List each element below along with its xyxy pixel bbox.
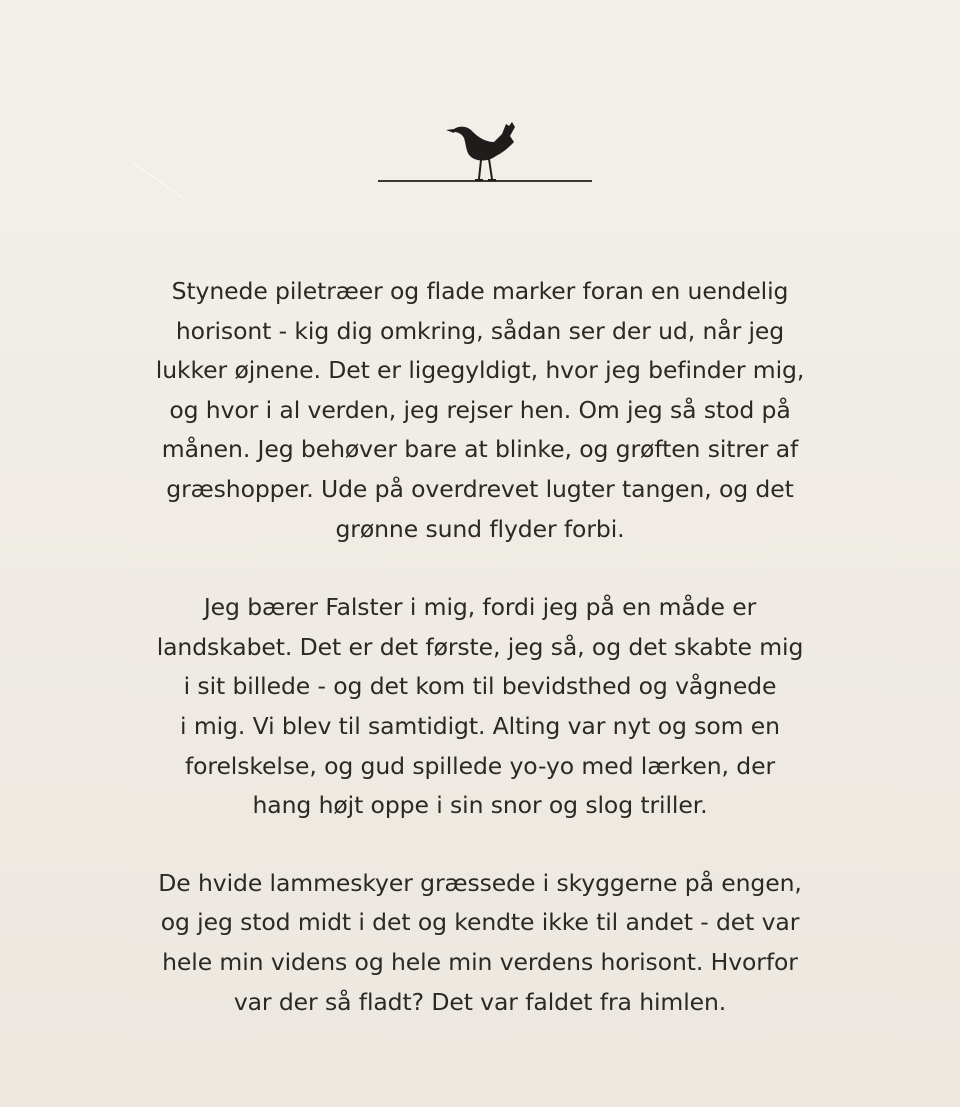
text-line: i sit billede - og det kom til bevidsthed og vågnede bbox=[183, 672, 777, 701]
text-line: i mig. Vi blev til samtidigt. Alting var nyt og som en bbox=[180, 711, 780, 740]
paragraph bbox=[110, 864, 850, 1022]
text-line: landskabet. Det er det første, jeg så, og det skabte mig bbox=[156, 632, 804, 661]
text-line: månen. Jeg behøver bare at blinke, og grøften sitrer af bbox=[161, 435, 799, 464]
text-line: græshopper. Ude på overdrevet lugter tangen, og det bbox=[166, 474, 794, 503]
body-text bbox=[110, 272, 850, 1022]
text-line: Jeg bærer Falster i mig, fordi jeg på en måde er bbox=[203, 593, 757, 622]
text-line: var der så fladt? Det var faldet fra himlen. bbox=[233, 987, 727, 1016]
text-line: og jeg stod midt i det og kendte ikke til andet - det var bbox=[160, 908, 800, 937]
text-line: horisont - kig dig omkring, sådan ser der ud, når jeg bbox=[175, 316, 785, 345]
text-line: forelskelse, og gud spillede yo-yo med lærken, der bbox=[184, 751, 776, 780]
text-line: og hvor i al verden, jeg rejser hen. Om jeg så stod på bbox=[169, 395, 791, 424]
paragraph bbox=[110, 588, 850, 826]
text-line: De hvide lammeskyer græssede i skyggerne på engen, bbox=[158, 868, 802, 897]
text-line: lukker øjnene. Det er ligegyldigt, hvor jeg befinder mig, bbox=[155, 356, 805, 385]
text-line: grønne sund flyder forbi. bbox=[335, 514, 625, 543]
text-line: Stynede piletræer og flade marker foran en uendelig bbox=[171, 277, 789, 305]
paper-scuff bbox=[133, 163, 183, 198]
bird-on-wire-icon bbox=[376, 112, 594, 184]
text-line: hele min videns og hele min verdens horisont. Hvorfor bbox=[162, 947, 798, 976]
paragraph bbox=[110, 272, 850, 549]
text-line: hang højt oppe i sin snor og slog triller. bbox=[252, 791, 708, 820]
